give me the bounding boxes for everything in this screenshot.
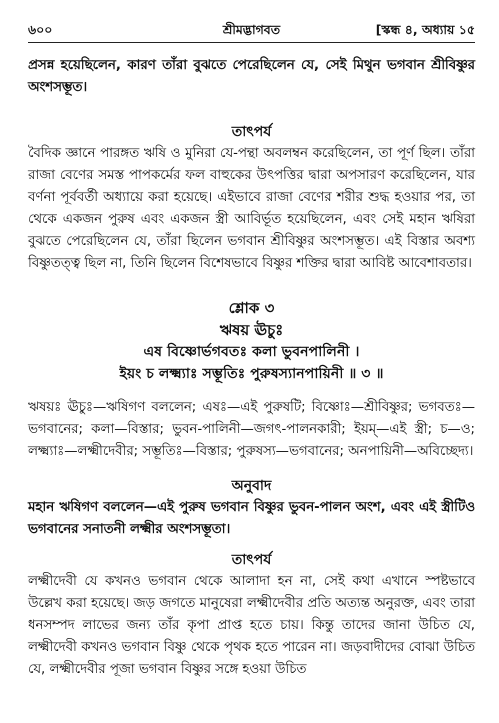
canto-chapter-label: [স্কন্ধ ৪, অধ্যায় ১৫ [375,22,475,37]
page-number: ৬০০ [28,22,53,37]
book-page [28,22,475,681]
previous-translation-continuation: প্রসন্ন হয়েছিলেন, কারণ তাঁরা বুঝতে পেরেছিলেন যে, সেই মিথুন ভগবান শ্রীবিষ্ণুর অংশসম্ভূত। [28,58,475,95]
translation-text: মহান ঋষিগণ বললেন—এই পুরুষ ভগবান বিষ্ণুর ভুবন-পালন অংশ, এবং এই স্ত্রীটিও ভগবানের সনাতনী লক্ষ্মীর অংশসম্ভূতা। [28,500,475,537]
verse-number: শ্লোক ৩ [228,299,275,317]
verse-line-1: এষ বিষ্ণোর্ভগবতঃ কলা ভুবনপালিনী । [143,344,360,360]
purport-heading-2: তাৎপর্য [231,552,272,568]
synonyms-text: ঋষয়ঃ ঊচুঃ—ঋষিগণ বললেন; এষঃ—এই পুরুষটি; বিষ্ণোঃ—শ্রীবিষ্ণুর; ভগবতঃ—ভগবানের; কলা—বিস্তার; ভুবন-পালিনী—জগৎ-পালনকারী; ইয়ম্—এই স্ত্রী; চ—ও; লক্ষ্ম্যাঃ—লক্ষ্মীদেবীর; সম্ভূতিঃ—বিস্তার; পুরুষস্য—ভগবানের; অনপায়িনী—অবিচ্ছেদ্য। [28,400,475,459]
purport-text-2: লক্ষ্মীদেবী যে কখনও ভগবান থেকে আলাদা হন না, সেই কথা এখানে স্পষ্টভাবে উল্লেখ করা হয়েছে। জড় জগতে মানুষেরা লক্ষ্মীদেবীর প্রতি অত্যন্ত অনুরক্ত, এবং তারা ধনসম্পদ লাভের জন্য তাঁর কৃপা প্রাপ্ত হতে চায়। কিন্তু তাদের জানা উচিত যে, লক্ষ্মীদেবী কখনও ভগবান বিষ্ণু থেকে পৃথক হতে পারেন না। জড়বাদীদের বোঝা উচিত যে, লক্ষ্মীদেবীর পূজা ভগবান বিষ্ণুর সঙ্গে হওয়া উচিত [28,574,475,677]
purport-heading: তাৎপর্য [231,124,272,140]
purport-text: বৈদিক জ্ঞানে পারঙ্গত ঋষি ও মুনিরা যে-পন্থা অবলম্বন করেছিলেন, তা পূর্ণ ছিল। তাঁরা রাজা বেণের সমস্ত পাপকর্মের ফল বাহুকের উৎপত্তির দ্বারা অপসারণ করেছিলেন, যার বর্ণনা পূর্ববর্তী অধ্যায়ে করা হয়েছে। এইভাবে রাজা বেণের শরীর শুদ্ধ হওয়ার পর, তা থেকে একজন পুরুষ এবং একজন স্ত্রী আবির্ভূত হয়েছিলেন, এবং সেই মহান ঋষিরা বুঝতে পেরেছিলেন যে, তাঁরা ছিলেন ভগবান শ্রীবিষ্ণুর অংশসম্ভূত। এই বিস্তার অবশ্য বিষ্ণুতত্ত্ব ছিল না, তিনি ছিলেন বিশেষভাবে বিষ্ণুর শক্তির দ্বারা আবিষ্ট আবেশাবতার। [28,146,476,271]
verse-line-2: ইয়ং চ লক্ষ্ম্যাঃ সম্ভূতিঃ পুরুষস্যানপায়িনী ॥ ৩ ॥ [119,366,384,382]
verse-speaker: ঋষয় ঊচুঃ [219,321,284,339]
translation-heading: অনুবাদ [231,478,272,494]
running-header [28,22,475,40]
book-title: শ্রীমদ্ভাগবত [222,22,281,37]
